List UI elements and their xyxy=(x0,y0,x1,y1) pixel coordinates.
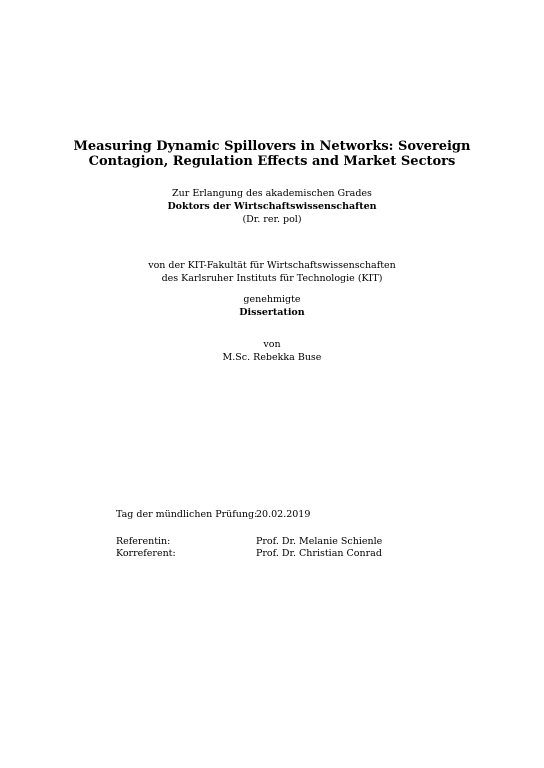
degree-abbrev: (Dr. rer. pol) xyxy=(242,214,302,225)
author-block xyxy=(0,338,544,364)
approved-block xyxy=(0,293,544,319)
title-line-1: Measuring Dynamic Spillovers in Networks: Sovereign xyxy=(73,139,471,154)
author-from: von xyxy=(263,339,281,350)
referent-name: Prof. Dr. Melanie Schienle xyxy=(256,536,383,547)
approved-word: genehmigte xyxy=(243,294,301,305)
faculty-line-2: des Karlsruher Instituts für Technologie (KIT) xyxy=(161,273,383,284)
degree-intro: Zur Erlangung des akademischen Grades xyxy=(172,188,372,199)
author-name: M.Sc. Rebekka Buse xyxy=(222,352,322,363)
faculty-line-1: von der KIT-Fakultät für Wirtschaftswissenschaften xyxy=(148,260,396,271)
referent-label: Referentin: xyxy=(116,536,171,547)
faculty-block xyxy=(0,259,544,285)
dissertation-title xyxy=(0,139,544,169)
title-line-2: Contagion, Regulation Effects and Market Sectors xyxy=(88,154,456,169)
document-type: Dissertation xyxy=(239,307,305,318)
coreferent-label: Korreferent: xyxy=(116,548,176,559)
exam-date-value: 20.02.2019 xyxy=(256,509,311,520)
degree-name: Doktors der Wirtschaftswissenschaften xyxy=(167,201,377,212)
coreferent-name: Prof. Dr. Christian Conrad xyxy=(256,548,382,559)
exam-date-label: Tag der mündlichen Prüfung: xyxy=(116,509,258,520)
degree-block xyxy=(0,187,544,226)
